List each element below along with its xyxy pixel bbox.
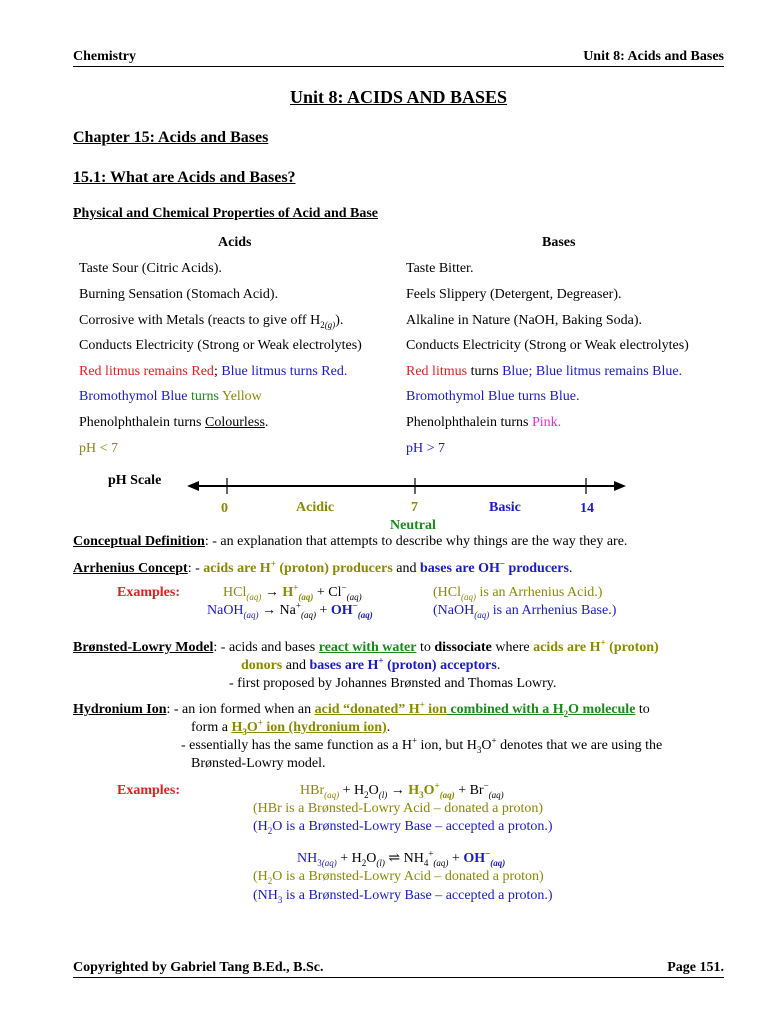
header-left: Chemistry — [73, 49, 136, 64]
arrhenius-base-note: (NaOH$_{(aq)}$ is an Arrhenius Base.) — [433, 603, 617, 620]
base-bromothymol: Bromothymol Blue turns Blue. — [406, 389, 580, 404]
base-litmus: Red litmus turns Blue; Blue litmus remains Blue. — [406, 364, 683, 379]
arrhenius-base-equation: NaOH$_{(aq)}$ → $Na^+_{(aq)} + OH^-_{(aq)}$ — [207, 600, 373, 620]
conceptual-definition: Conceptual Definition: - an explanation that attempts to describe why things are the way they are. — [73, 534, 628, 549]
base-alkaline: Alkaline in Nature (NaOH, Baking Soda). — [406, 313, 642, 328]
chapter-title: Chapter 15: Acids and Bases — [73, 129, 269, 146]
ph-acidic: Acidic — [296, 500, 335, 515]
acid-ph: pH < 7 — [79, 441, 119, 456]
footer-right: Page 151. — [667, 960, 724, 975]
base-ph: pH > 7 — [406, 441, 446, 456]
ph-fourteen: 14 — [580, 501, 594, 516]
unit-title: Unit 8: ACIDS AND BASES — [289, 87, 508, 107]
hydronium-line4: Brønsted-Lowry model. — [191, 756, 326, 771]
hbr-note-1: (HBr is a Brønsted-Lowry Acid – donated a proton) — [253, 801, 544, 816]
bronsted-lowry-line2: donors and bases are H+ (proton) acceptors. — [241, 655, 501, 673]
nh3-equation: $NH_{3(aq)} + H_2O_{(l)}$ ⇌ $NH_4^+_{(aq)} + OH^-_{(aq)}$ — [297, 848, 506, 868]
arrhenius-acid-equation: $HCl_{(aq)} \to H^+_{(aq)} + Cl^-_{(aq)}$ — [223, 582, 362, 602]
hydronium-line3: - essentially has the same function as a H+ ion, but $H_3O^+$ denotes that we are using the — [181, 735, 663, 755]
arrhenius-concept: Arrhenius Concept: - acids are H+ (proton) producers and bases are OH− producers. — [73, 558, 573, 576]
acid-bromothymol: Bromothymol Blue turns Yellow — [79, 389, 262, 404]
ph-seven: 7 — [411, 500, 418, 515]
base-conducts: Conducts Electricity (Strong or Weak electrolytes) — [406, 338, 689, 353]
ph-zero: 0 — [221, 501, 228, 516]
base-taste: Taste Bitter. — [406, 261, 474, 276]
acid-phenolphthalein: Phenolphthalein turns Colourless. — [79, 415, 269, 430]
bases-header: Bases — [542, 235, 576, 250]
bronsted-lowry-line3: - first proposed by Johannes Brønsted and Thomas Lowry. — [229, 676, 557, 691]
examples-label-1: Examples: — [117, 585, 181, 600]
ph-basic: Basic — [489, 500, 521, 515]
hbr-equation: $HBr_{(aq)} + H_2O_{(l)} \to H_3O^+_{(aq)} + Br^-_{(aq)}$ — [300, 780, 504, 800]
base-phenolphthalein: Phenolphthalein turns Pink. — [406, 415, 562, 430]
header-right: Unit 8: Acids and Bases — [583, 49, 724, 64]
acid-litmus: Red litmus remains Red; Blue litmus turns Red. — [79, 364, 348, 379]
footer-left: Copyrighted by Gabriel Tang B.Ed., B.Sc. — [73, 960, 324, 975]
hydronium-ion: Hydronium Ion: - an ion formed when an acid “donated” H+ ion combined with a $H_2O$ molecule to — [73, 699, 650, 719]
footer-rule — [73, 977, 724, 978]
examples-label-2: Examples: — [117, 783, 181, 798]
header-rule — [73, 66, 724, 67]
hbr-note-2: ($H_2O$ is a Brønsted-Lowry Base – accepted a proton.) — [253, 819, 553, 836]
ph-scale-label: pH Scale — [108, 473, 162, 488]
hydronium-line2: form a $H_3O^+$ ion (hydronium ion). — [191, 717, 391, 737]
ph-neutral: Neutral — [390, 518, 436, 533]
nh3-note-2: ($NH_3$ is a Brønsted-Lowry Base – accepted a proton.) — [253, 888, 553, 905]
section-title: 15.1: What are Acids and Bases? — [73, 169, 296, 186]
acid-conducts: Conducts Electricity (Strong or Weak electrolytes) — [79, 338, 362, 353]
acid-burning: Burning Sensation (Stomach Acid). — [79, 287, 279, 302]
arrhenius-acid-note: (HCl$_{(aq)}$ is an Arrhenius Acid.) — [433, 585, 603, 602]
nh3-note-1: ($H_2O$ is a Brønsted-Lowry Acid – donated a proton) — [253, 869, 544, 886]
acid-corrosive: Corrosive with Metals (reacts to give off $H_{2(g)}$). — [79, 313, 344, 330]
acids-header: Acids — [218, 235, 252, 250]
base-slippery: Feels Slippery (Detergent, Degreaser). — [406, 287, 622, 302]
props-title: Physical and Chemical Properties of Acid and Base — [73, 206, 379, 221]
ph-scale-line — [185, 474, 630, 498]
acid-taste: Taste Sour (Citric Acids). — [79, 261, 222, 276]
bronsted-lowry-model: Brønsted-Lowry Model: - acids and bases react with water to dissociate where acids are H+ (proton) — [73, 637, 659, 655]
